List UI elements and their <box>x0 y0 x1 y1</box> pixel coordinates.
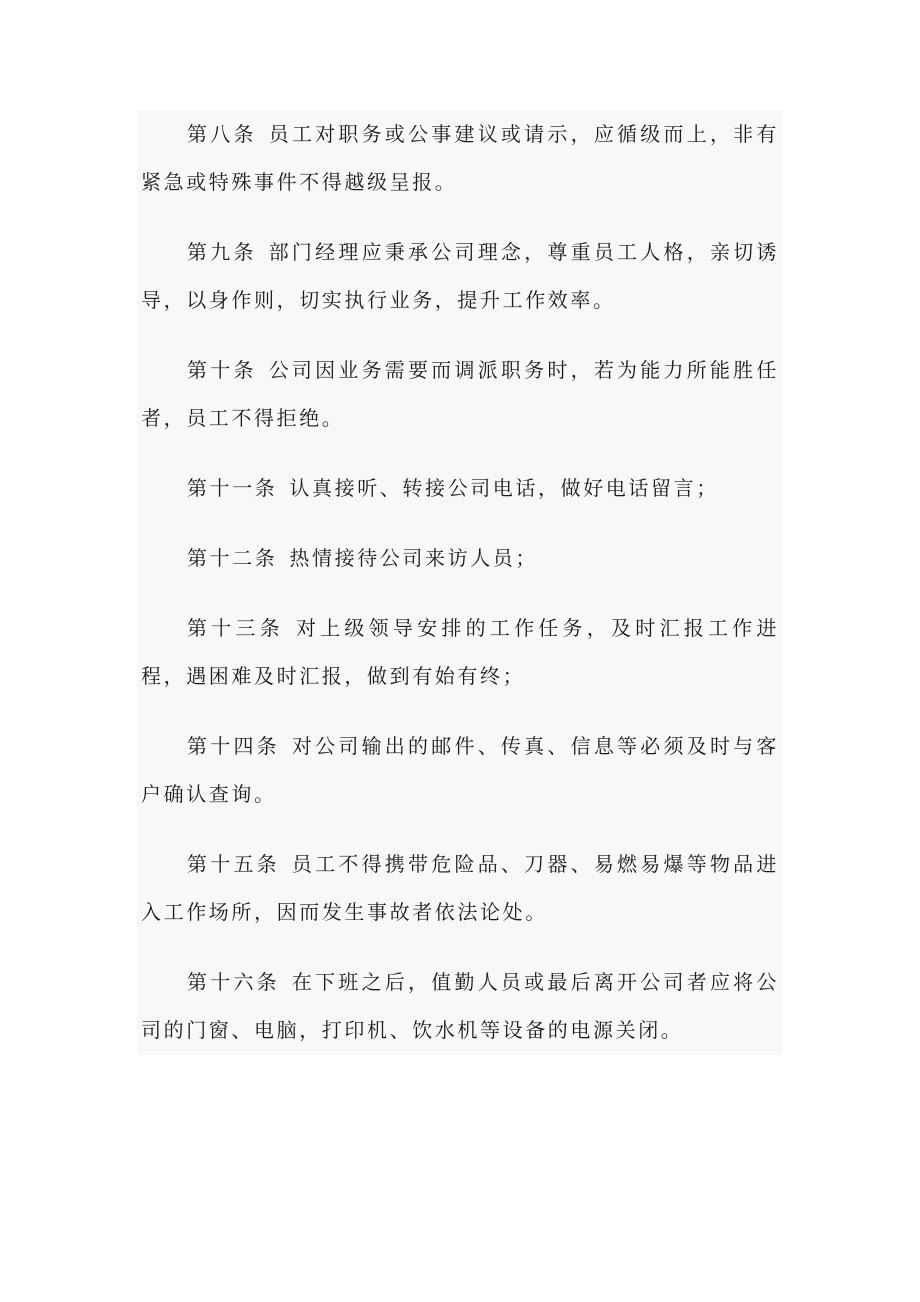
article-number: 第十六条 <box>187 970 280 994</box>
article-number: 第十四条 <box>187 734 280 758</box>
paragraph-article-8 <box>141 110 779 206</box>
article-text: 对公司输出的邮件、传真、信息等必须及时与客户确认查询。 <box>141 734 779 806</box>
paragraph-article-12 <box>141 534 779 582</box>
article-number: 第十条 <box>187 358 257 382</box>
paragraph-article-16 <box>141 958 779 1054</box>
paragraph-article-15 <box>141 840 779 936</box>
article-text: 员工对职务或公事建议或请示，应循级而上，非有紧急或特殊事件不得越级呈报。 <box>141 122 779 194</box>
article-text: 公司因业务需要而调派职务时，若为能力所能胜任者，员工不得拒绝。 <box>141 358 779 430</box>
paragraph-article-11 <box>141 464 779 512</box>
article-number: 第八条 <box>187 122 257 146</box>
article-text: 员工不得携带危险品、刀器、易燃易爆等物品进入工作场所，因而发生事故者依法论处。 <box>141 852 779 924</box>
text-block <box>137 110 783 1055</box>
article-text: 热情接待公司来访人员； <box>289 546 539 570</box>
article-number: 第九条 <box>187 240 257 264</box>
paragraph-article-9 <box>141 228 779 324</box>
article-text: 认真接听、转接公司电话，做好电话留言； <box>289 476 719 500</box>
article-number: 第十五条 <box>187 852 280 876</box>
article-number: 第十一条 <box>187 476 278 500</box>
article-text: 对上级领导安排的工作任务，及时汇报工作进程，遇困难及时汇报，做到有始有终； <box>141 616 780 688</box>
article-number: 第十三条 <box>187 616 284 640</box>
paragraph-article-14 <box>141 722 779 818</box>
article-text: 部门经理应秉承公司理念，尊重员工人格，亲切诱导，以身作则，切实执行业务，提升工作效率。 <box>141 240 779 312</box>
article-text: 在下班之后，值勤人员或最后离开公司者应将公司的门窗、电脑，打印机、饮水机等设备的电源关闭。 <box>141 970 779 1042</box>
article-number: 第十二条 <box>187 546 278 570</box>
paragraph-article-13 <box>141 604 779 700</box>
paragraph-article-10 <box>141 346 779 442</box>
